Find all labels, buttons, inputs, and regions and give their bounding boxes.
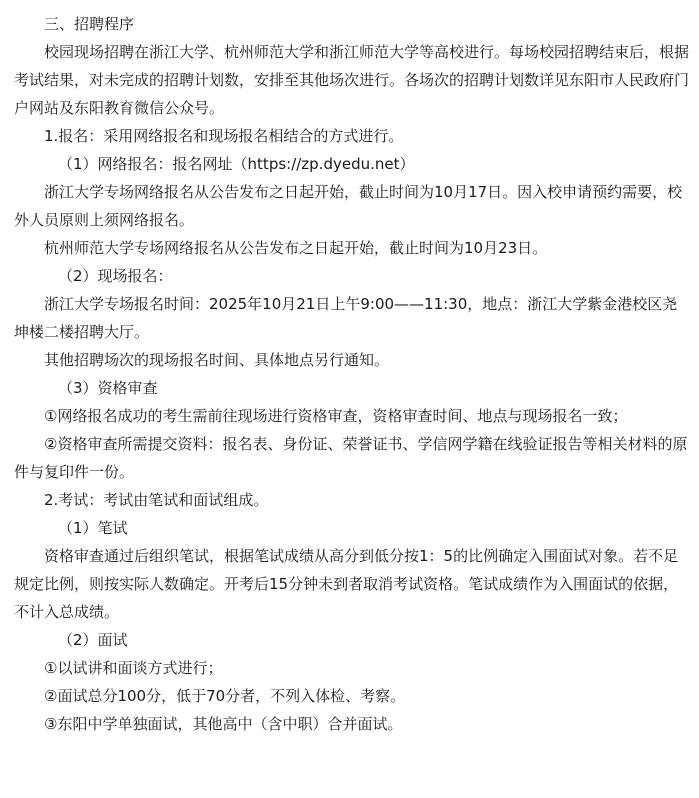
interview-title: （2）面试 <box>58 631 128 649</box>
exam-title: 2.考试：考试由笔试和面试组成。 <box>44 491 269 509</box>
registration-title: 1.报名：采用网络报名和现场报名相结合的方式进行。 <box>44 127 404 145</box>
interview-item-2: ②面试总分100分，低于70分者，不列入体检、考察。 <box>44 687 406 705</box>
written-exam-title: （1）笔试 <box>58 519 128 537</box>
onsite-registration-zju: 浙江大学专场报名时间：2025年10月21日上午9:00——11:30，地点：浙江大学紫金港校区尧坤楼二楼招聘大厅。 <box>14 295 678 341</box>
online-registration-title: （1）网络报名：报名网址（https://zp.dyedu.net） <box>58 155 415 173</box>
qualification-review-title: （3）资格审查 <box>58 379 158 397</box>
section-heading: 三、招聘程序 <box>44 15 135 33</box>
qualification-review-item-2: ②资格审查所需提交资料：报名表、身份证、荣誉证书、学信网学籍在线验证报告等相关材料的原件与复印件一份。 <box>14 435 688 481</box>
interview-item-3: ③东阳中学单独面试，其他高中（含中职）合并面试。 <box>44 715 403 733</box>
onsite-registration-title: （2）现场报名： <box>58 267 173 285</box>
online-registration-hznu: 杭州师范大学专场网络报名从公告发布之日起开始，截止时间为10月23日。 <box>44 239 548 257</box>
online-registration-zju: 浙江大学专场网络报名从公告发布之日起开始，截止时间为10月17日。因入校申请预约需要，校外人员原则上须网络报名。 <box>14 183 683 229</box>
onsite-registration-other: 其他招聘场次的现场报名时间、具体地点另行通知。 <box>44 351 390 369</box>
interview-item-1: ①以试讲和面谈方式进行； <box>44 659 223 677</box>
qualification-review-item-1: ①网络报名成功的考生需前往现场进行资格审查，资格审查时间、地点与现场报名一致； <box>44 407 628 425</box>
intro-paragraph: 校园现场招聘在浙江大学、杭州师范大学和浙江师范大学等高校进行。每场校园招聘结束后，根据考试结果，对未完成的招聘计划数，安排至其他场次进行。各场次的招聘计划数详见东阳市人民政府门户网站及东阳教育微信公众号。 <box>14 43 690 117</box>
written-exam-body: 资格审查通过后组织笔试，根据笔试成绩从高分到低分按1：5的比例确定入围面试对象。若不足规定比例，则按实际人数确定。开考后15分钟未到者取消考试资格。笔试成绩作为入围面试的依据，不计入总成绩。 <box>14 547 679 621</box>
